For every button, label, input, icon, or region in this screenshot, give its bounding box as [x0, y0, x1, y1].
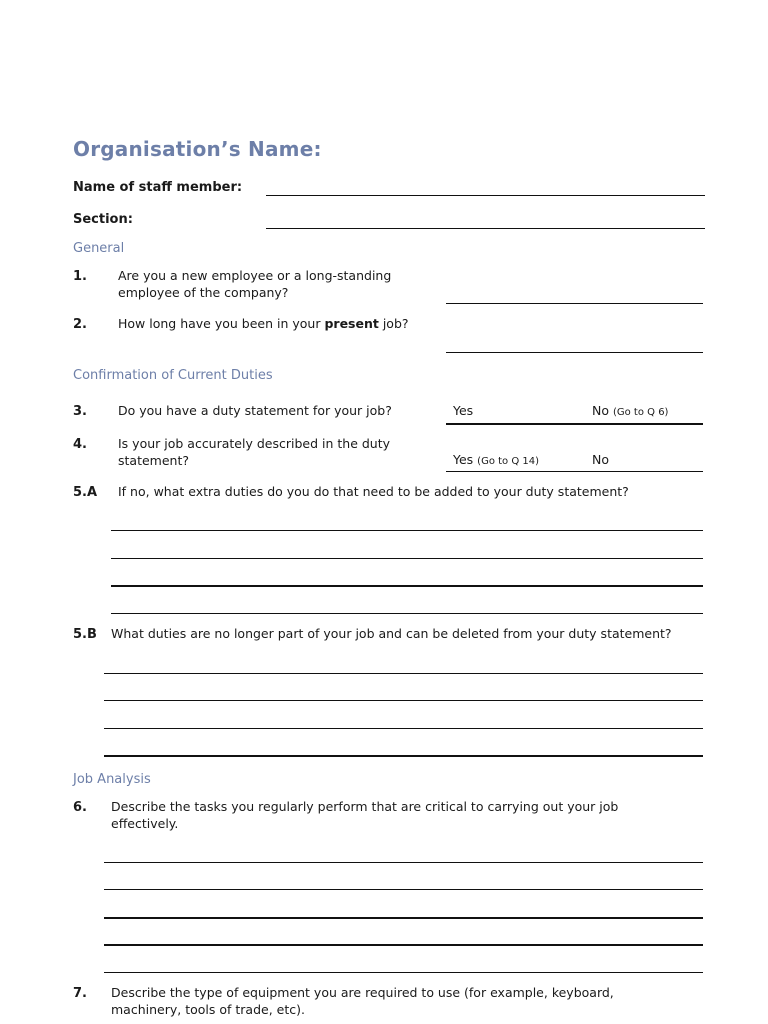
question-number: 4. — [73, 437, 87, 452]
answer-line[interactable] — [446, 303, 703, 304]
question-number: 3. — [73, 404, 87, 419]
answer-line — [446, 471, 703, 472]
answer-line[interactable] — [104, 862, 703, 863]
question-number: 5.A — [73, 485, 98, 500]
answer-line[interactable] — [111, 530, 703, 531]
question-number: 6. — [73, 800, 87, 815]
section-heading-job-analysis: Job Analysis — [73, 772, 151, 787]
no-option[interactable]: No (Go to Q 6) — [592, 403, 669, 418]
answer-line — [446, 423, 703, 425]
question-text: If no, what extra duties do you do that need to be added to your duty statement? — [118, 484, 629, 499]
answer-line[interactable] — [111, 613, 703, 614]
page-title: Organisation’s Name: — [73, 137, 322, 161]
staff-name-field[interactable] — [266, 195, 705, 196]
question-text: Describe the tasks you regularly perform that are critical to carrying out your job effectively. — [111, 799, 619, 831]
question-number: 5.B — [73, 627, 97, 642]
section-heading-general: General — [73, 241, 125, 256]
question-text: Is your job accurately described in the duty statement? — [118, 436, 391, 468]
yes-option[interactable]: Yes — [453, 403, 474, 418]
question-text: Describe the type of equipment you are required to use (for example, keyboard, machinery, tools of trade, etc). — [111, 985, 614, 1017]
section-label: Section: — [73, 212, 133, 227]
answer-line[interactable] — [104, 755, 703, 757]
question-number: 7. — [73, 986, 87, 1001]
staff-name-label: Name of staff member: — [73, 180, 243, 195]
answer-line[interactable] — [104, 700, 703, 701]
question-number: 2. — [73, 317, 87, 332]
answer-line[interactable] — [111, 585, 703, 587]
answer-line[interactable] — [104, 944, 703, 946]
question-text: What duties are no longer part of your job and can be deleted from your duty statement? — [111, 626, 672, 641]
answer-line[interactable] — [104, 889, 703, 890]
answer-line[interactable] — [104, 917, 703, 919]
answer-line[interactable] — [104, 728, 703, 729]
question-number: 1. — [73, 269, 87, 284]
question-text: Are you a new employee or a long-standing employee of the company? — [118, 268, 392, 300]
answer-line[interactable] — [104, 972, 703, 973]
section-field[interactable] — [266, 228, 705, 229]
question-text: How long have you been in your present job? — [118, 316, 409, 331]
yes-option[interactable]: Yes (Go to Q 14) — [453, 452, 540, 467]
answer-line[interactable] — [111, 558, 703, 559]
answer-line[interactable] — [446, 352, 703, 353]
question-text: Do you have a duty statement for your job? — [118, 403, 392, 418]
no-option[interactable]: No — [592, 452, 609, 467]
section-heading-duties: Confirmation of Current Duties — [73, 368, 273, 383]
answer-line[interactable] — [104, 673, 703, 674]
